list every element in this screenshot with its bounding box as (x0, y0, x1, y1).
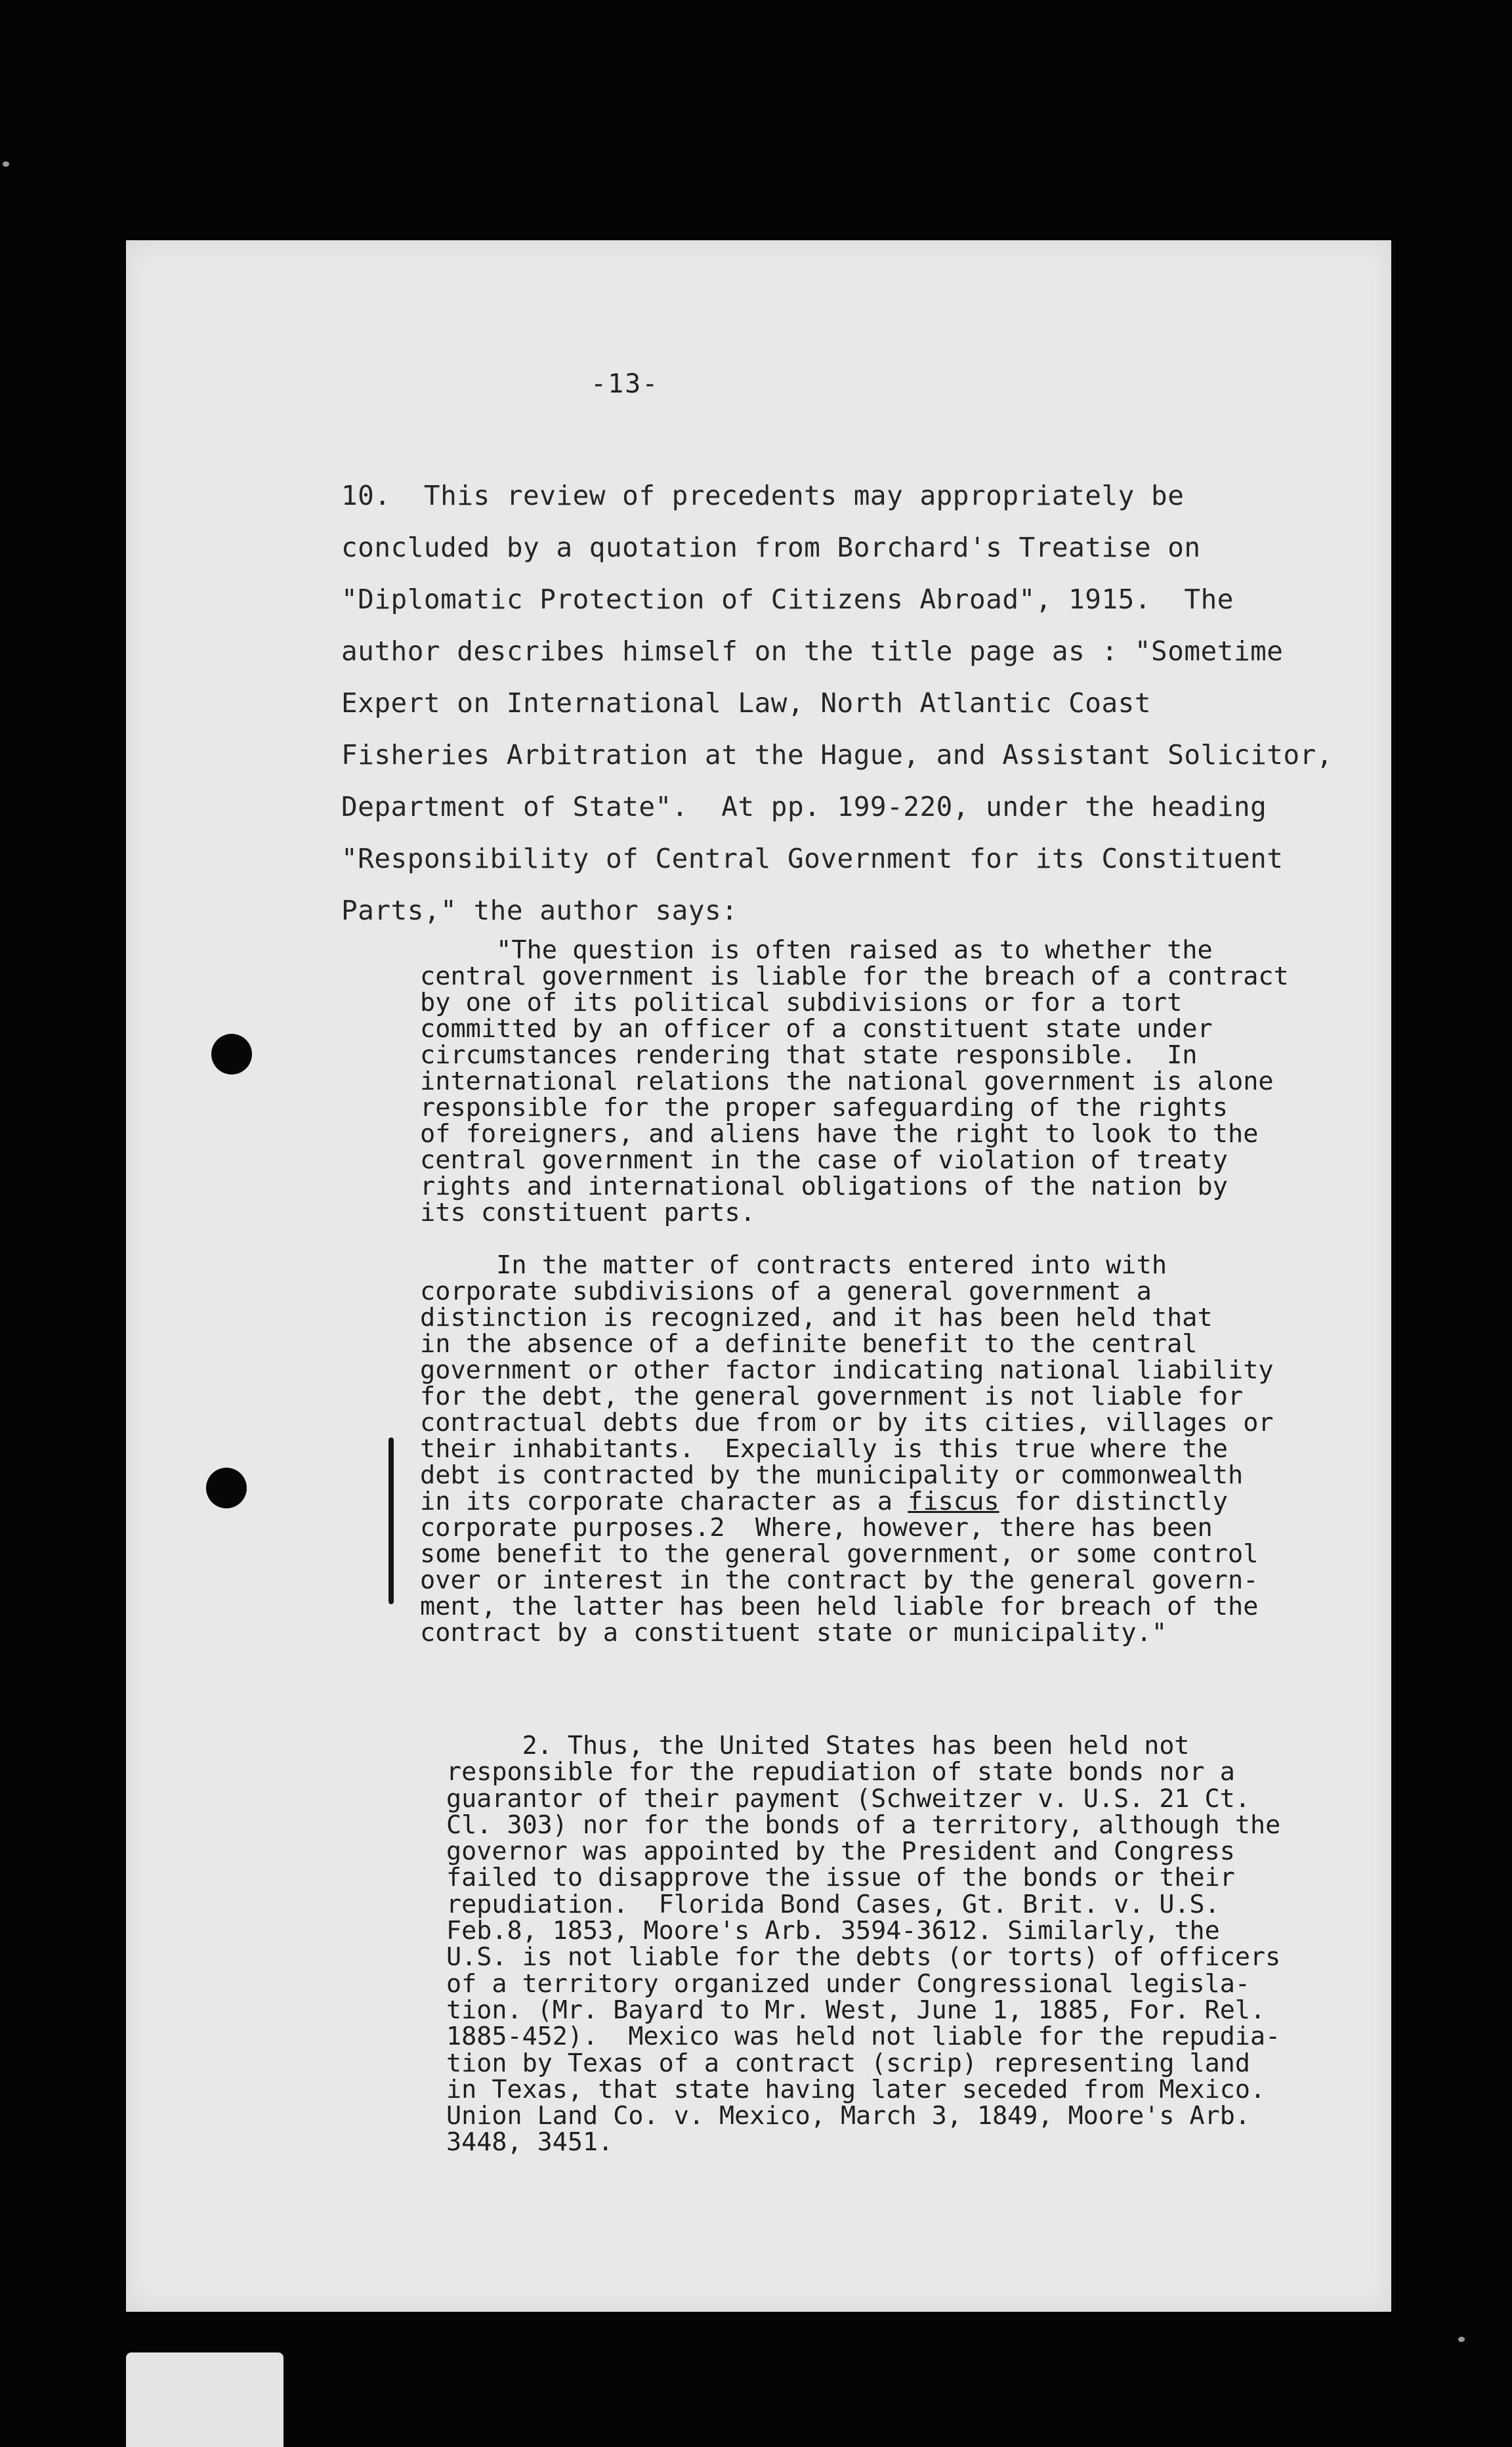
quote-line: some benefit to the general government, or some control (420, 1539, 1259, 1569)
quote-line: its constituent parts. (420, 1198, 755, 1227)
quote-line-fiscus (420, 1489, 1312, 1515)
film-speck (1458, 2337, 1465, 2342)
text-line: concluded by a quotation from Borchard's Treatise on (341, 532, 1201, 563)
text-line: author describes himself on the title page as : "Sometime (341, 635, 1284, 667)
quote-line: contractual debts due from or by its cities, villages or (420, 1408, 1274, 1437)
footnote-line: 1885-452). Mexico was held not liable for the repudia- (446, 2022, 1281, 2052)
footnote-line: of a territory organized under Congressional legisla- (446, 1968, 1250, 1999)
footnote-line: Union Land Co. v. Mexico, March 3, 1849, Moore's Arb. (446, 2101, 1250, 2131)
quote-line: in the absence of a definite benefit to the central (420, 1329, 1198, 1359)
quote-line: central government is liable for the breach of a contract (420, 962, 1289, 991)
quote-line: In the matter of contracts entered into with (420, 1250, 1167, 1280)
footnote-2 (446, 1733, 1319, 2156)
footnote-line: U.S. is not liable for the debts (or torts) of officers (446, 1942, 1281, 1972)
quote-line: by one of its political subdivisions or for a tort (420, 988, 1183, 1017)
footnote-line: Feb.8, 1853, Moore's Arb. 3594-3612. Similarly, the (446, 1916, 1220, 1946)
quote-line: rights and international obligations of the nation by (420, 1172, 1228, 1201)
binder-hole (211, 1034, 252, 1075)
block-quote-paragraph-1 (420, 937, 1312, 1226)
next-sheet-tab (126, 2352, 284, 2447)
quote-line: committed by an officer of a constituent state under (420, 1014, 1213, 1044)
page-number: -13- (591, 369, 660, 399)
quote-line: corporate purposes.2 Where, however, there has been (420, 1513, 1213, 1543)
text-line: Fisheries Arbitration at the Hague, and Assistant Solicitor, (341, 739, 1334, 771)
footnote-line: tion by Texas of a contract (scrip) representing land (446, 2048, 1250, 2078)
quote-line: central government in the case of violation of treaty (420, 1145, 1228, 1175)
footnote-line: 2. Thus, the United States has been held not (446, 1731, 1190, 1760)
quote-line: corporate subdivisions of a general government a (420, 1277, 1152, 1306)
quote-line: over or interest in the contract by the general govern- (420, 1565, 1259, 1595)
quote-fragment: in its corporate character as a (420, 1487, 908, 1516)
quote-line: government or other factor indicating national liability (420, 1355, 1274, 1385)
block-quote-paragraph-2 (420, 1252, 1312, 1646)
quote-line: for the debt, the general government is not liable for (420, 1382, 1244, 1411)
quote-line: debt is contracted by the municipality or commonwealth (420, 1460, 1244, 1490)
quote-line: responsible for the proper safeguarding of the rights (420, 1093, 1228, 1122)
footnote-line: 3448, 3451. (446, 2127, 614, 2158)
quote-line: circumstances rendering that state responsible. In (420, 1040, 1198, 1070)
footnote-line: tion. (Mr. Bayard to Mr. West, June 1, 1885, For. Rel. (446, 1995, 1266, 2025)
text-line: Department of State". At pp. 199-220, under the heading (341, 791, 1267, 822)
footnote-line: repudiation. Florida Bond Cases, Gt. Brit. v. U.S. (446, 1889, 1220, 1919)
quote-line: "The question is often raised as to whether the (420, 935, 1213, 965)
text-line: Expert on International Law, North Atlantic Coast (341, 687, 1152, 719)
footnote-line: in Texas, that state having later seceded from Mexico. (446, 2074, 1266, 2104)
footnote-line: Cl. 303) nor for the bonds of a territory, although the (446, 1810, 1281, 1840)
quote-line: their inhabitants. Expecially is this true where the (420, 1434, 1228, 1464)
footnote-line: responsible for the repudiation of state bonds nor a (446, 1757, 1235, 1787)
quote-line: distinction is recognized, and it has been held that (420, 1303, 1213, 1332)
margin-mark (388, 1437, 394, 1604)
text-line: 10. This review of precedents may appropriately be (341, 480, 1185, 511)
quote-fragment: for distinctly (999, 1487, 1228, 1516)
text-line: Parts," the author says: (341, 895, 738, 926)
paragraph-10 (341, 470, 1334, 937)
binder-hole (206, 1468, 247, 1508)
quote-line: international relations the national government is alone (420, 1067, 1274, 1096)
quote-line: of foreigners, and aliens have the right to look to the (420, 1119, 1259, 1149)
footnote-line: guarantor of their payment (Schweitzer v. U.S. 21 Ct. (446, 1783, 1250, 1814)
film-speck (3, 161, 9, 167)
quote-line: ment, the latter has been held liable for breach of the (420, 1592, 1259, 1621)
underlined-term-fiscus: fiscus (908, 1487, 999, 1516)
footnote-line: governor was appointed by the President and Congress (446, 1837, 1235, 1867)
text-line: "Diplomatic Protection of Citizens Abroad", 1915. The (341, 584, 1234, 615)
quote-line: contract by a constituent state or municipality." (420, 1618, 1167, 1648)
footnote-line: failed to disapprove the issue of the bonds or their (446, 1863, 1235, 1893)
text-line: "Responsibility of Central Government for its Constituent (341, 843, 1284, 874)
